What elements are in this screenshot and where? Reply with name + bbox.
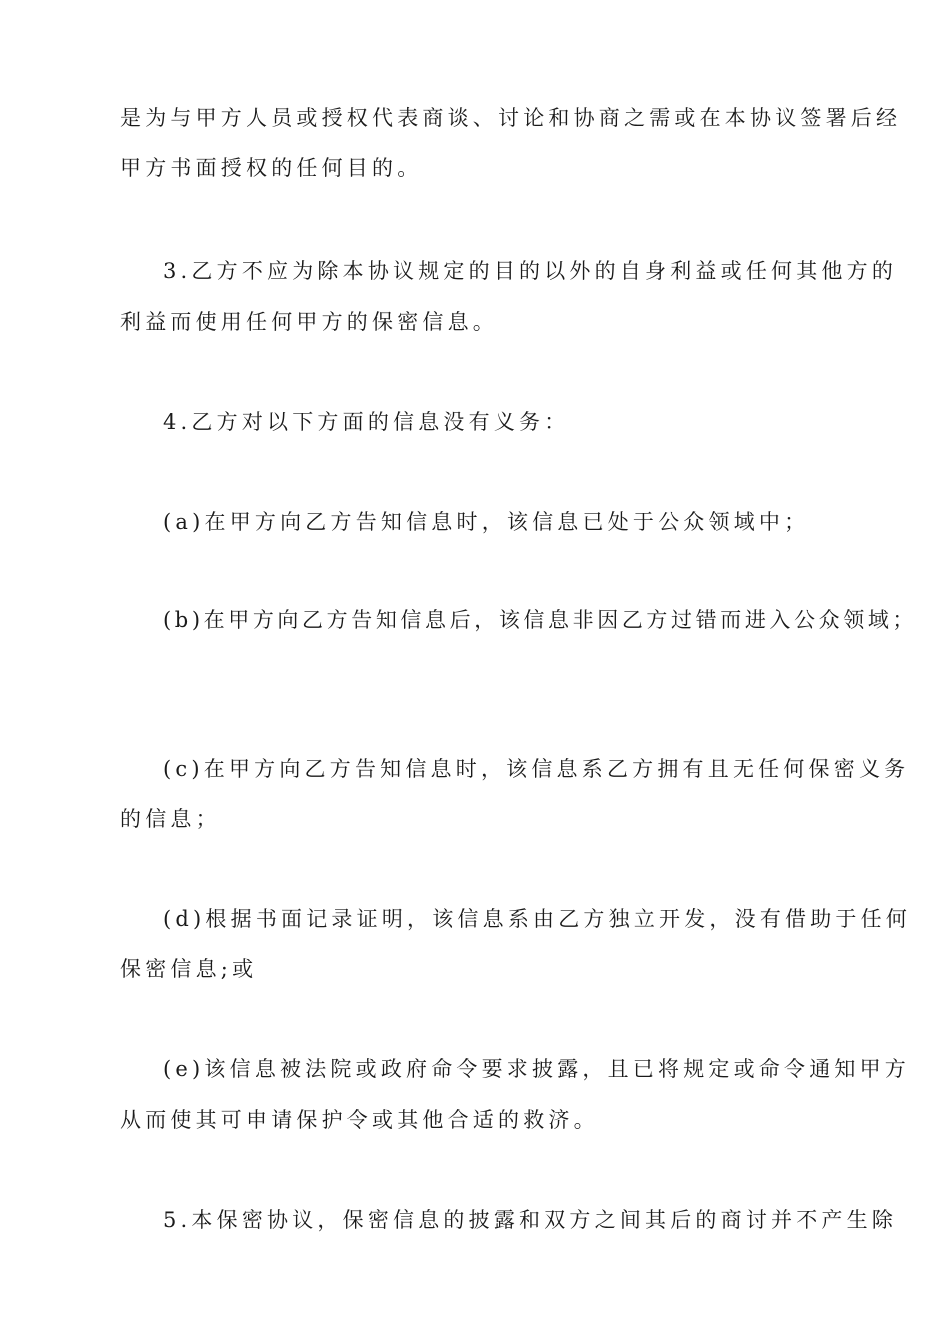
item-c-line: 的信息；: [120, 807, 221, 831]
item-b-line: (b)在甲方向乙方告知信息后，该信息非因乙方过错而进入公众领域；: [163, 608, 918, 632]
item-a-line: (a)在甲方向乙方告知信息时，该信息已处于公众领域中；: [163, 510, 810, 534]
item-e-line: 从而使其可申请保护令或其他合适的救济。: [120, 1108, 599, 1132]
item-d-line: (d)根据书面记录证明，该信息系由乙方独立开发，没有借助于任何: [163, 907, 912, 931]
clause-3-line: 利益而使用任何甲方的保密信息。: [120, 310, 498, 334]
clause-5-line: 5.本保密协议，保密信息的披露和双方之间其后的商讨并不产生除: [163, 1208, 898, 1232]
item-c-line: (c)在甲方向乙方告知信息时，该信息系乙方拥有且无任何保密义务: [163, 757, 910, 781]
paragraph-line: 是为与甲方人员或授权代表商谈、讨论和协商之需或在本协议签署后经: [120, 106, 902, 130]
item-e-line: (e)该信息被法院或政府命令要求披露，且已将规定或命令通知甲方: [163, 1057, 911, 1081]
clause-4-heading: 4.乙方对以下方面的信息没有义务：: [163, 410, 570, 434]
clause-3-line: 3.乙方不应为除本协议规定的目的以外的自身利益或任何其他方的: [163, 259, 898, 283]
paragraph-line: 甲方书面授权的任何目的。: [120, 156, 423, 180]
item-d-line: 保密信息;或: [120, 957, 258, 981]
